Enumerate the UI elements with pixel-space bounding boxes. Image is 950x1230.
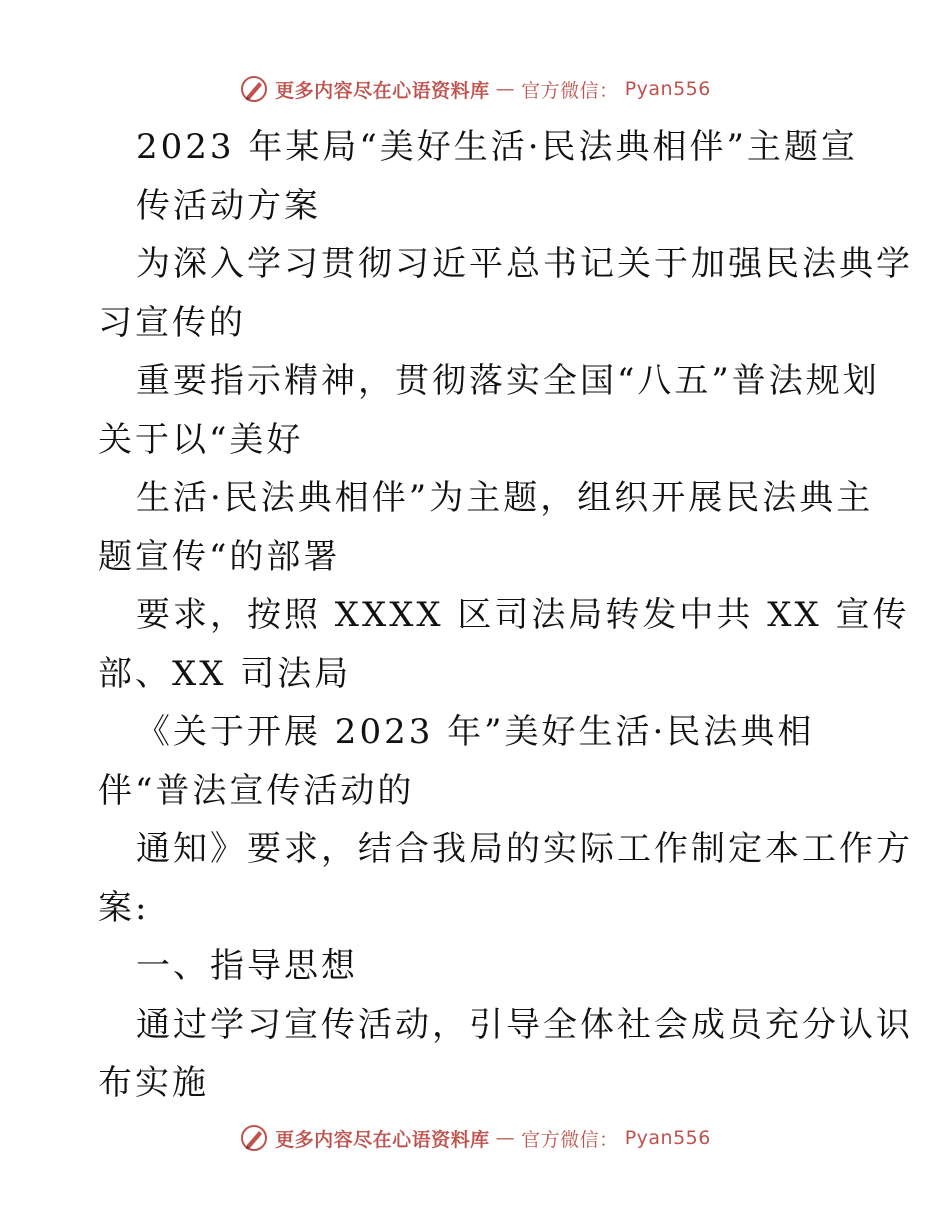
watermark-handle-label: 官方微信： — [521, 79, 619, 102]
document-line: 习宣传的 — [98, 302, 246, 343]
header-watermark — [0, 74, 950, 104]
watermark-handle: Pyan556 — [624, 1127, 711, 1149]
pen-logo-icon — [239, 1123, 269, 1153]
document-body — [98, 118, 913, 1113]
footer-watermark — [0, 1123, 950, 1153]
watermark-handle: Pyan556 — [624, 78, 711, 100]
watermark-separator: — — [495, 1127, 516, 1149]
document-line: 通知》要求，结合我局的实际工作制定本工作方 — [136, 829, 913, 869]
document-line: 一、指导思想 — [136, 946, 358, 986]
document-line: 为深入学习贯彻习近平总书记关于加强民法典学 — [136, 244, 913, 284]
document-line: 部、XX 司法局 — [98, 653, 352, 694]
watermark-text: 更多内容尽在心语资料库 — [275, 79, 490, 102]
document-line: 题宣传“的部署 — [98, 536, 341, 577]
document-line: 案: — [98, 887, 150, 928]
document-line: 传活动方案 — [136, 185, 321, 226]
document-line: 关于以“美好 — [98, 419, 304, 460]
document-line: 生活·民法典相伴”为主题，组织开展民法典主 — [136, 478, 874, 518]
document-line: 伴“普法宣传活动的 — [98, 770, 415, 811]
watermark-handle-label: 官方微信： — [521, 1128, 619, 1151]
pen-logo-icon — [239, 74, 269, 104]
document-line: 2023 年某局“美好生活·民法典相伴”主题宣 — [136, 127, 858, 167]
watermark-text: 更多内容尽在心语资料库 — [275, 1128, 490, 1151]
document-line: 重要指示精神，贯彻落实全国“八五”普法规划 — [136, 361, 880, 401]
document-line: 《关于开展 2023 年”美好生活·民法典相 — [136, 712, 815, 752]
watermark-separator: — — [495, 78, 516, 100]
document-line: 通过学习宣传活动，引导全体社会成员充分认识 — [136, 1004, 913, 1045]
document-line: 布实施 — [98, 1063, 209, 1103]
document-line: 要求，按照 XXXX 区司法局转发中共 XX 宣传 — [136, 595, 910, 635]
